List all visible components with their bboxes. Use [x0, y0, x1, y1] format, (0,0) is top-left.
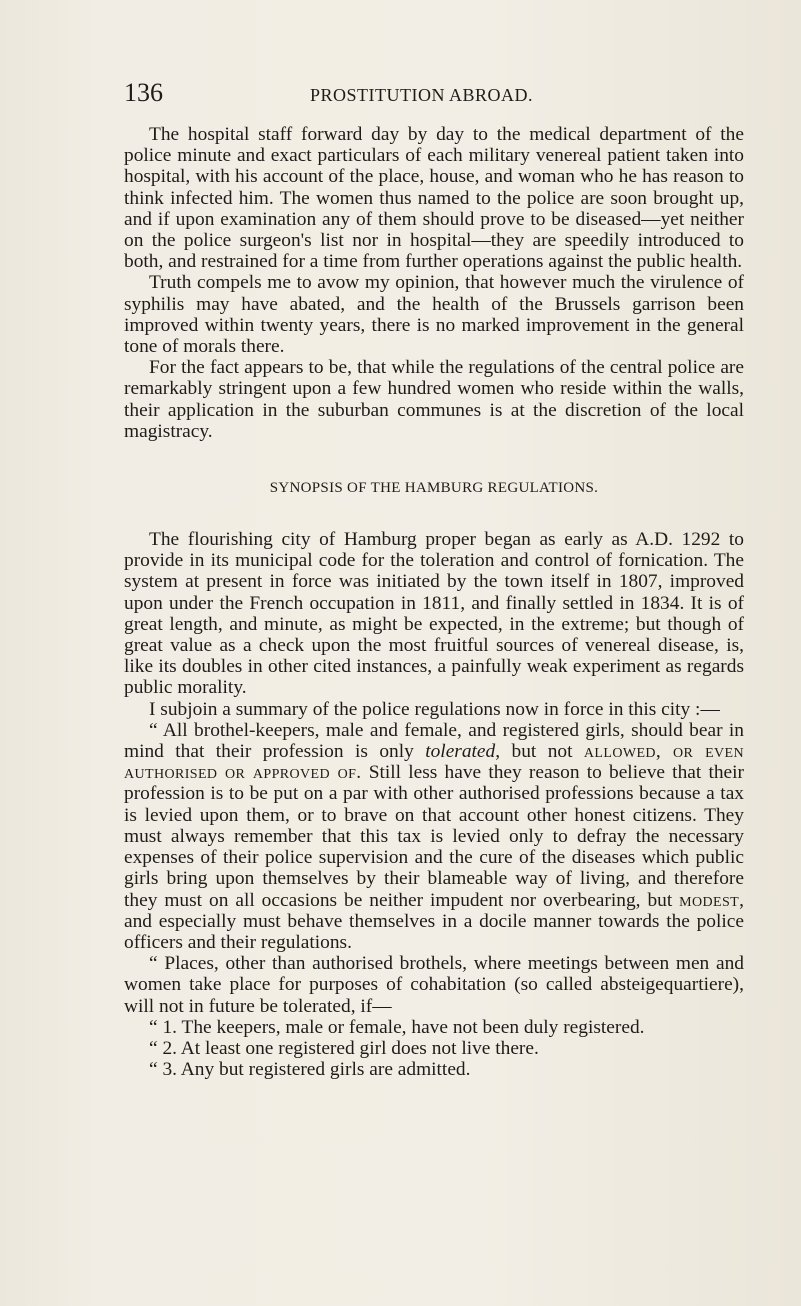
running-title: PROSTITUTION ABROAD. — [310, 85, 534, 105]
paragraph-hospital-staff: The hospital staff forward day by day to the medical department of the police minute and exact particulars of each military venereal patient taken into hospital, with his account of the place, house, and woman who he has reason to think infected him. The women thus named to the police are soon brought up, and if upon examination any of them should prove to be diseased—yet neither on the police surgeon's list nor in hospital—they are speedily introduced to both, and restrained for a time from further operations against the public health. — [124, 124, 744, 273]
page-header — [0, 78, 801, 108]
list-item-3: “ 3. Any but registered girls are admitted. — [149, 1059, 471, 1081]
quote-text-d: , and especially must behave themselves in a docile manner towards the police officers and their regulations. — [124, 889, 744, 953]
list-item-1: “ 1. The keepers, male or female, have not been duly registered. — [149, 1016, 645, 1038]
list-item-2: “ 2. At least one registered girl does not live there. — [149, 1037, 539, 1059]
body-text — [124, 124, 744, 1080]
quote-word-tolerated: tolerated — [425, 741, 496, 763]
quote-smallcaps-allowed: allowed, or even authorised or approved of. — [124, 741, 744, 784]
quote-text-b: , but not — [495, 741, 584, 763]
paragraph-truth-compels: Truth compels me to avow my opinion, that however much the virulence of syphilis may have abated, and the health of the Brussels garrison been improved within twenty years, there is no marked improvement in the general tone of morals there. — [124, 272, 744, 358]
paragraph-central-police: For the fact appears to be, that while the regulations of the central police are remarkably stringent upon a few hundred women who reside within the walls, their application in the suburban communes is at the discretion of the local magistracy. — [124, 357, 744, 442]
section-heading: SYNOPSIS OF THE HAMBURG REGULATIONS. — [269, 480, 599, 497]
quote-places: “ Places, other than authorised brothels, where meetings between men and women take place for purposes of cohabitation (so called absteigequartiere), will not in future be tolerated, if— — [124, 953, 744, 1017]
quote-text-a: “ All brothel-keepers, male and female, and registered girls, should bear in mind that their profession is only — [124, 719, 744, 763]
quote-brothel-keepers — [124, 720, 744, 953]
paragraph-subjoin-summary: I subjoin a summary of the police regulations now in force in this city :— — [149, 698, 720, 720]
quote-text-c: Still less have they reason to believe that their profession is to be put on a par with other authorised professions because a tax is levied upon them, or to brave on that account other honest citizens. They must always remember that this tax is levied only to defray the necessary expenses of their police supervision and the cure of the diseases which public girls bring upon themselves by their blameable way of living, and therefore they must on all occasions be neither impudent nor overbearing, but — [124, 762, 744, 911]
paragraph-hamburg-history: The flourishing city of Hamburg proper began as early as A.D. 1292 to provide in its municipal code for the toleration and control of fornication. The system at present in force was initiated by the town itself in 1807, improved upon under the French occupation in 1811, and finally settled in 1834. It is of great length, and minute, as might be expected, in the extreme; but though of great value as a check upon the most fruitful sources of venereal disease, is, like its doubles in other cited instances, a painfully weak experiment as regards public morality. — [124, 529, 744, 699]
quote-smallcaps-modest: modest — [679, 889, 740, 911]
page-number: 136 — [124, 78, 163, 107]
